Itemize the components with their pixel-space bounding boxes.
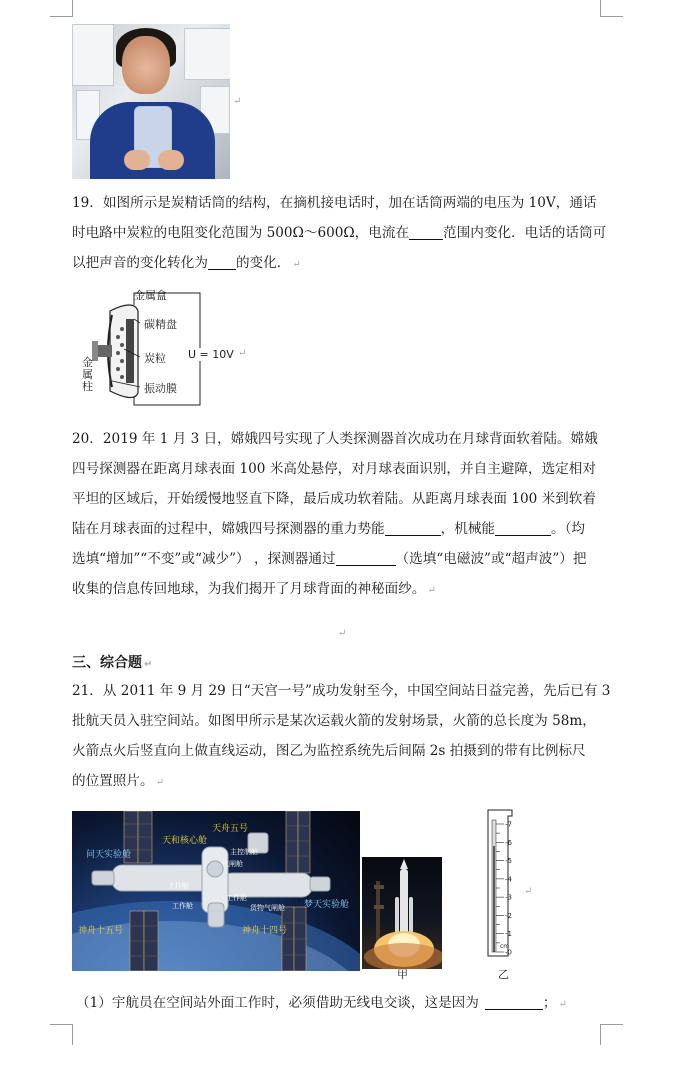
q21-line-2: 批航天员入驻空间站。如图甲所示是某次运载火箭的发射场景，火箭的总长度为 58m， xyxy=(72,713,596,729)
label-voltage: U = 10V xyxy=(188,348,234,361)
ruler-tick-label: -6 xyxy=(505,838,512,847)
answer-blank-potential-energy[interactable] xyxy=(385,519,441,536)
answer-blank-radio-reason[interactable] xyxy=(485,993,543,1010)
paragraph-mark: ↵ xyxy=(338,628,347,639)
paragraph-mark: ↵ xyxy=(524,886,533,897)
scale-ruler xyxy=(478,806,533,966)
q20-line-6: 收集的信息传回地球，为我们揭开了月球背面的神秘面纱。 ↵ xyxy=(72,581,436,597)
q20-line-3: 平坦的区域后，开始缓慢地竖直下降，最后成功软着陆。从距离月球表面 100 米到软着 xyxy=(72,491,596,507)
label-work-1: 工作舱 xyxy=(168,882,189,890)
label-tianhe: 天和核心舱 xyxy=(162,836,208,846)
label-work-3: 工作舱 xyxy=(172,902,193,910)
q19-line-3: 以把声音的变化转化为 的变化． ↵ xyxy=(72,255,301,271)
ruler-tick-label: -5 xyxy=(505,857,512,866)
q21-line-1: 21．从 2011 年 9 月 29 日“天宫一号”成功发射至今，中国空间站日益完善，先后已有 3 xyxy=(72,683,611,699)
label-carbon-grains: 炭粒 xyxy=(144,352,166,365)
crop-mark-bottom-right xyxy=(600,1024,623,1045)
crop-mark-top-right xyxy=(600,0,623,17)
caption-jia: 甲 xyxy=(397,968,408,981)
answer-blank-wave-type[interactable] xyxy=(336,549,396,566)
q21-line-4: 的位置照片。 ↵ xyxy=(72,773,164,789)
space-station-image xyxy=(72,811,360,971)
label-main-control: 主控制舱 xyxy=(230,848,258,856)
label-metal-box: 金属盒 xyxy=(134,289,167,302)
answer-blank-conversion[interactable] xyxy=(208,253,236,270)
label-carbon-plate: 碳精盘 xyxy=(144,318,177,331)
carbon-microphone-diagram xyxy=(82,285,252,413)
answer-blank-current[interactable] xyxy=(409,223,443,240)
paragraph-mark: ↵ xyxy=(233,96,242,107)
q20-line-5: 选填“增加”“不变”或“减少”） ，探测器通过 （选填“电磁波”或“超声波”）把 xyxy=(72,551,587,567)
label-shenzhou5: 天舟五号 xyxy=(212,824,249,834)
ruler-tick-label: -3 xyxy=(505,893,512,902)
q21-line-3: 火箭点火后竖直向上做直线运动，图乙为监控系统先后间隔 2s 拍摄到的带有比例标尺 xyxy=(72,743,586,759)
ruler-tick-label: -4 xyxy=(505,875,512,884)
ruler-tick-label: -1 xyxy=(505,930,512,939)
q20-line-1: 20．2019 年 1 月 3 日，嫦娥四号实现了人类探测器首次成功在月球背面软着陆。嫦娥 xyxy=(72,431,598,447)
question-19 xyxy=(72,188,617,280)
astronaut-photo xyxy=(72,24,230,179)
q19-line-2: 时电路中炭粒的电阻变化范围为 500Ω～600Ω，电流在 范围内变化．电话的话筒可 xyxy=(72,225,607,241)
label-airlock: 气闸舱 xyxy=(222,860,243,868)
label-shenzhou14: 神舟十四号 xyxy=(242,926,288,936)
label-metal-post: 金属柱 xyxy=(82,356,93,393)
q20-line-2: 四号探测器在距离月球表面 100 米高处悬停，对月球表面识别，并自主避障，选定相对 xyxy=(72,461,596,477)
question-21-part-1: （1）宇航员在空间站外面工作时，必须借助无线电交谈，这是因为 ； ↵ xyxy=(76,995,567,1011)
label-shenzhou15: 神舟十五号 xyxy=(78,926,124,936)
label-work-2: 工作舱 xyxy=(226,894,247,902)
crop-mark-bottom-left xyxy=(50,1024,73,1045)
question-20 xyxy=(72,424,617,606)
caption-yi: 乙 xyxy=(498,968,509,981)
label-diaphragm: 振动膜 xyxy=(144,382,177,395)
ruler-unit-label: cm xyxy=(500,943,510,950)
label-mengtian: 梦天实验舱 xyxy=(304,900,350,910)
ruler-tick-label: -2 xyxy=(505,911,512,920)
crop-mark-top-left xyxy=(50,0,73,17)
ruler-tick-label: -7 xyxy=(505,820,512,829)
section-heading: 三、综合题 ↵ xyxy=(72,655,153,671)
label-wentian: 问天实验舱 xyxy=(86,850,132,860)
q20-line-4: 陆在月球表面的过程中，嫦娥四号探测器的重力势能 ，机械能 。（均 xyxy=(72,521,586,537)
rocket-launch-photo xyxy=(362,857,442,969)
q19-line-1: 19．如图所示是炭精话筒的结构，在摘机接电话时，加在话筒两端的电压为 10V，通话 xyxy=(72,195,597,211)
answer-blank-mechanical-energy[interactable] xyxy=(495,519,551,536)
ruler-tick-label: -0 xyxy=(505,948,512,957)
paragraph-mark: ↵ xyxy=(238,348,247,359)
label-cargo-airlock: 货物气闸舱 xyxy=(250,904,285,912)
question-21 xyxy=(72,676,617,798)
